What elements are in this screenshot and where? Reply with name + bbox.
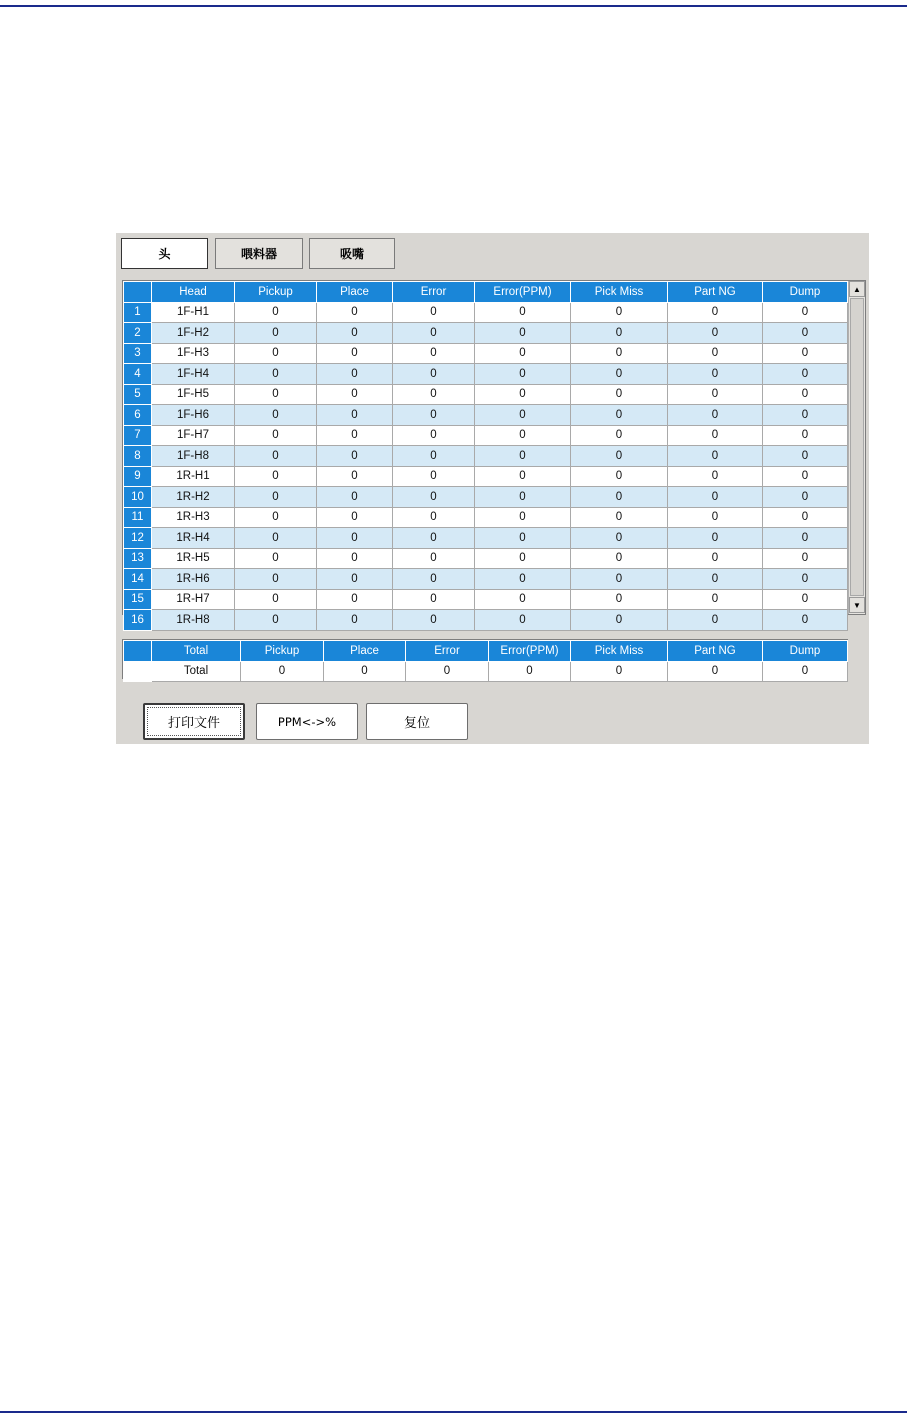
table-cell[interactable]: Total [152, 661, 241, 682]
column-header[interactable]: Pick Miss [571, 641, 668, 662]
row-number[interactable]: 1 [124, 302, 152, 323]
table-cell[interactable]: 0 [571, 507, 668, 528]
table-cell[interactable]: 0 [668, 487, 763, 508]
table-cell[interactable]: 1R-H2 [152, 487, 235, 508]
table-cell[interactable]: 0 [668, 343, 763, 364]
table-cell[interactable]: 1R-H5 [152, 548, 235, 569]
table-cell[interactable]: 1R-H4 [152, 528, 235, 549]
column-header[interactable]: Place [317, 282, 393, 303]
column-header[interactable]: Pickup [241, 641, 324, 662]
table-cell[interactable]: 0 [571, 343, 668, 364]
column-header[interactable]: Error [406, 641, 489, 662]
row-number[interactable]: 7 [124, 425, 152, 446]
table-cell[interactable]: 0 [393, 446, 475, 467]
table-cell[interactable]: 0 [317, 364, 393, 385]
table-cell[interactable]: 0 [475, 405, 571, 426]
table-cell[interactable]: 0 [668, 405, 763, 426]
total-row[interactable] [124, 661, 848, 682]
row-number[interactable]: 6 [124, 405, 152, 426]
table-cell[interactable]: 0 [235, 384, 317, 405]
table-cell[interactable]: 0 [475, 364, 571, 385]
table-cell[interactable]: 0 [393, 589, 475, 610]
row-number[interactable]: 3 [124, 343, 152, 364]
table-cell[interactable]: 0 [668, 384, 763, 405]
table-cell[interactable]: 0 [475, 384, 571, 405]
statistics-panel [116, 233, 869, 744]
table-cell[interactable]: 0 [393, 302, 475, 323]
table-cell[interactable]: 0 [668, 548, 763, 569]
column-header[interactable]: Place [324, 641, 406, 662]
table-cell[interactable]: 0 [763, 610, 848, 631]
table-cell[interactable]: 0 [317, 507, 393, 528]
table-cell[interactable]: 0 [763, 364, 848, 385]
table-cell[interactable]: 0 [235, 528, 317, 549]
table-cell[interactable]: 0 [324, 661, 406, 682]
column-header[interactable]: Pick Miss [571, 282, 668, 303]
row-number[interactable] [124, 661, 152, 682]
row-number[interactable]: 9 [124, 466, 152, 487]
table-cell[interactable]: 0 [475, 302, 571, 323]
table-cell[interactable]: 0 [393, 343, 475, 364]
table-cell[interactable]: 0 [235, 466, 317, 487]
table-cell[interactable]: 0 [475, 548, 571, 569]
table-cell[interactable]: 0 [475, 610, 571, 631]
table-cell[interactable]: 0 [393, 323, 475, 344]
table-cell[interactable]: 1F-H1 [152, 302, 235, 323]
table-cell[interactable]: 0 [475, 569, 571, 590]
table-row[interactable] [124, 302, 848, 323]
table-cell[interactable]: 0 [235, 343, 317, 364]
table-cell[interactable]: 1F-H7 [152, 425, 235, 446]
tab-head[interactable]: 头 [121, 238, 208, 269]
table-cell[interactable]: 0 [571, 446, 668, 467]
reset-label: 复位 [403, 716, 430, 731]
table-cell[interactable]: 0 [235, 323, 317, 344]
table-cell[interactable]: 0 [571, 610, 668, 631]
column-header[interactable]: Dump [763, 282, 848, 303]
table-row[interactable] [124, 528, 848, 549]
row-number[interactable]: 2 [124, 323, 152, 344]
row-number[interactable]: 16 [124, 610, 152, 631]
table-row[interactable] [124, 384, 848, 405]
table-cell[interactable]: 1R-H1 [152, 466, 235, 487]
table-row[interactable] [124, 364, 848, 385]
table-cell[interactable]: 0 [668, 364, 763, 385]
table-row[interactable] [124, 569, 848, 590]
table-cell[interactable]: 0 [763, 446, 848, 467]
table-cell[interactable]: 0 [475, 425, 571, 446]
table-cell[interactable]: 1R-H8 [152, 610, 235, 631]
head-table [123, 281, 848, 631]
table-cell[interactable]: 0 [668, 323, 763, 344]
total-table [123, 640, 848, 682]
table-cell[interactable]: 0 [763, 425, 848, 446]
table-cell[interactable]: 0 [668, 661, 763, 682]
table-cell[interactable]: 0 [763, 405, 848, 426]
row-number[interactable]: 12 [124, 528, 152, 549]
table-cell[interactable]: 0 [241, 661, 324, 682]
table-cell[interactable]: 0 [235, 446, 317, 467]
table-cell[interactable]: 0 [317, 610, 393, 631]
table-cell[interactable]: 0 [668, 528, 763, 549]
table-cell[interactable]: 0 [571, 323, 668, 344]
table-cell[interactable]: 0 [475, 466, 571, 487]
table-cell[interactable]: 0 [393, 384, 475, 405]
table-row[interactable] [124, 548, 848, 569]
ppm-toggle-label: PPM<->% [277, 714, 337, 729]
table-cell[interactable]: 0 [763, 589, 848, 610]
column-header[interactable]: Part NG [668, 282, 763, 303]
row-number[interactable]: 10 [124, 487, 152, 508]
table-cell[interactable]: 0 [317, 384, 393, 405]
table-cell[interactable]: 0 [763, 323, 848, 344]
table-cell[interactable]: 0 [571, 384, 668, 405]
total-statistics-grid [122, 639, 848, 679]
table-row[interactable] [124, 487, 848, 508]
table-row[interactable] [124, 446, 848, 467]
table-cell[interactable]: 0 [393, 528, 475, 549]
table-cell[interactable]: 1F-H4 [152, 364, 235, 385]
table-cell[interactable]: 0 [475, 528, 571, 549]
table-cell[interactable]: 0 [763, 343, 848, 364]
print-file-label: 打印文件 [167, 716, 220, 731]
table-cell[interactable]: 0 [668, 446, 763, 467]
table-cell[interactable]: 0 [475, 507, 571, 528]
table-cell[interactable]: 0 [393, 405, 475, 426]
table-cell[interactable]: 1F-H5 [152, 384, 235, 405]
table-cell[interactable]: 0 [393, 569, 475, 590]
table-row[interactable] [124, 343, 848, 364]
table-cell[interactable]: 0 [571, 302, 668, 323]
column-header[interactable] [124, 282, 152, 303]
table-cell[interactable]: 0 [235, 589, 317, 610]
row-number[interactable]: 8 [124, 446, 152, 467]
table-cell[interactable]: 1R-H3 [152, 507, 235, 528]
table-cell[interactable]: 0 [571, 528, 668, 549]
table-cell[interactable]: 0 [317, 302, 393, 323]
table-cell[interactable]: 0 [668, 610, 763, 631]
scrollbar-thumb[interactable] [850, 298, 864, 596]
table-cell[interactable]: 0 [317, 446, 393, 467]
vertical-scrollbar[interactable] [848, 281, 865, 614]
table-cell[interactable]: 0 [317, 405, 393, 426]
table-cell[interactable]: 0 [668, 507, 763, 528]
table-cell[interactable]: 0 [235, 405, 317, 426]
table-cell[interactable]: 0 [393, 364, 475, 385]
column-header[interactable]: Error [393, 282, 475, 303]
table-cell[interactable]: 0 [571, 466, 668, 487]
table-cell[interactable]: 0 [571, 425, 668, 446]
total-header-row [124, 641, 848, 662]
reset-button[interactable] [366, 703, 468, 740]
table-cell[interactable]: 0 [235, 302, 317, 323]
table-row[interactable] [124, 405, 848, 426]
row-number[interactable]: 4 [124, 364, 152, 385]
table-cell[interactable]: 0 [406, 661, 489, 682]
tab-nozzle[interactable]: 吸嘴 [309, 238, 395, 269]
table-cell[interactable]: 1F-H3 [152, 343, 235, 364]
table-cell[interactable]: 0 [668, 569, 763, 590]
table-cell[interactable]: 0 [571, 661, 668, 682]
table-cell[interactable]: 1R-H7 [152, 589, 235, 610]
table-cell[interactable]: 0 [763, 302, 848, 323]
table-cell[interactable]: 0 [317, 425, 393, 446]
triangle-up-icon[interactable]: ▲ [849, 281, 865, 297]
table-cell[interactable]: 1F-H6 [152, 405, 235, 426]
table-cell[interactable]: 0 [668, 302, 763, 323]
table-cell[interactable]: 0 [393, 425, 475, 446]
tab-feeder[interactable]: 喂料器 [215, 238, 303, 269]
table-cell[interactable]: 0 [393, 610, 475, 631]
column-header[interactable]: Error(PPM) [489, 641, 571, 662]
column-header[interactable]: Total [152, 641, 241, 662]
table-cell[interactable]: 0 [317, 466, 393, 487]
table-cell[interactable]: 0 [571, 364, 668, 385]
table-cell[interactable]: 0 [235, 507, 317, 528]
table-cell[interactable]: 0 [235, 548, 317, 569]
table-cell[interactable]: 1F-H8 [152, 446, 235, 467]
head-statistics-grid [122, 280, 866, 626]
table-cell[interactable]: 0 [393, 507, 475, 528]
row-number[interactable]: 5 [124, 384, 152, 405]
table-cell[interactable]: 1F-H2 [152, 323, 235, 344]
column-header[interactable]: Dump [763, 641, 848, 662]
column-header[interactable]: Error(PPM) [475, 282, 571, 303]
table-cell[interactable]: 0 [317, 548, 393, 569]
table-row[interactable] [124, 425, 848, 446]
table-cell[interactable]: 0 [668, 466, 763, 487]
table-cell[interactable]: 0 [317, 569, 393, 590]
table-cell[interactable]: 0 [763, 569, 848, 590]
table-cell[interactable]: 0 [393, 487, 475, 508]
table-row[interactable] [124, 589, 848, 610]
page-bottom-rule [0, 1411, 907, 1413]
table-cell[interactable]: 0 [571, 548, 668, 569]
table-cell[interactable]: 0 [668, 425, 763, 446]
table-row[interactable] [124, 323, 848, 344]
table-cell[interactable]: 0 [489, 661, 571, 682]
table-cell[interactable]: 0 [571, 487, 668, 508]
table-cell[interactable]: 0 [393, 466, 475, 487]
print-file-button[interactable] [143, 703, 245, 740]
column-header[interactable]: Pickup [235, 282, 317, 303]
table-header-row [124, 282, 848, 303]
table-cell[interactable]: 0 [763, 507, 848, 528]
table-cell[interactable]: 0 [317, 589, 393, 610]
table-cell[interactable]: 0 [763, 528, 848, 549]
table-cell[interactable]: 0 [475, 487, 571, 508]
table-cell[interactable]: 0 [668, 589, 763, 610]
table-cell[interactable]: 0 [763, 661, 848, 682]
table-cell[interactable]: 0 [235, 610, 317, 631]
table-cell[interactable]: 0 [763, 548, 848, 569]
table-row[interactable] [124, 507, 848, 528]
table-cell[interactable]: 0 [475, 446, 571, 467]
triangle-down-icon[interactable]: ▼ [849, 597, 865, 613]
table-cell[interactable]: 0 [393, 548, 475, 569]
row-number[interactable]: 14 [124, 569, 152, 590]
page-top-rule [0, 5, 907, 7]
table-cell[interactable]: 0 [571, 405, 668, 426]
table-cell[interactable]: 0 [235, 487, 317, 508]
column-header[interactable]: Part NG [668, 641, 763, 662]
table-cell[interactable]: 0 [235, 364, 317, 385]
table-cell[interactable]: 1R-H6 [152, 569, 235, 590]
table-row[interactable] [124, 466, 848, 487]
table-cell[interactable]: 0 [571, 569, 668, 590]
table-cell[interactable]: 0 [475, 589, 571, 610]
table-cell[interactable]: 0 [475, 323, 571, 344]
row-number[interactable]: 13 [124, 548, 152, 569]
column-header[interactable]: Head [152, 282, 235, 303]
table-cell[interactable]: 0 [763, 384, 848, 405]
table-cell[interactable]: 0 [235, 425, 317, 446]
table-cell[interactable]: 0 [235, 569, 317, 590]
table-cell[interactable]: 0 [317, 343, 393, 364]
row-number[interactable]: 11 [124, 507, 152, 528]
table-cell[interactable]: 0 [763, 487, 848, 508]
table-cell[interactable]: 0 [571, 589, 668, 610]
row-number[interactable]: 15 [124, 589, 152, 610]
column-header[interactable] [124, 641, 152, 662]
table-cell[interactable]: 0 [317, 323, 393, 344]
table-cell[interactable]: 0 [317, 487, 393, 508]
table-cell[interactable]: 0 [763, 466, 848, 487]
table-row[interactable] [124, 610, 848, 631]
table-cell[interactable]: 0 [475, 343, 571, 364]
table-cell[interactable]: 0 [317, 528, 393, 549]
ppm-toggle-button[interactable] [256, 703, 358, 740]
